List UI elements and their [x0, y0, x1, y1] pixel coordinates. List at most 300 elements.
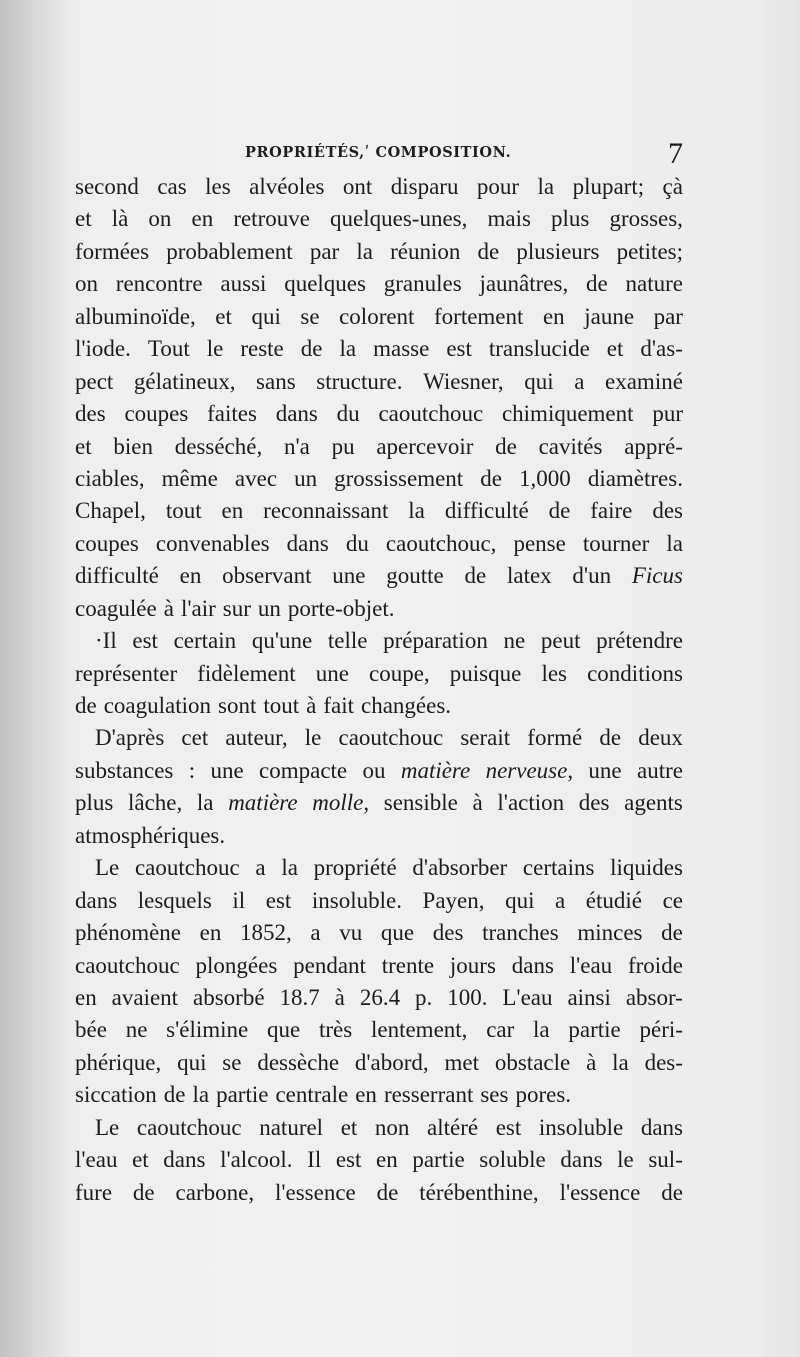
word: 1852,	[240, 920, 292, 946]
word: propriété	[313, 855, 397, 881]
word: ne	[503, 628, 526, 654]
word: goutte	[386, 563, 444, 589]
text-line	[75, 885, 683, 917]
word: caoutchouc	[134, 855, 240, 881]
word: coagulée	[75, 595, 157, 621]
word: cas	[157, 174, 187, 199]
word: latex	[506, 563, 552, 589]
word: obstacle	[494, 1049, 571, 1075]
word: les	[205, 174, 231, 199]
word: liquides	[610, 855, 683, 881]
word: :	[188, 757, 196, 783]
word: qui	[177, 1049, 207, 1075]
word: naturel	[259, 1114, 324, 1140]
word: des	[75, 401, 106, 427]
word: lesquels	[137, 887, 212, 913]
word: de	[495, 433, 517, 459]
word: nerveuse,	[485, 757, 574, 783]
text-line	[75, 820, 683, 852]
word: la	[356, 238, 373, 264]
page-number: 7	[668, 137, 683, 170]
word: fure	[75, 1179, 113, 1205]
word: et	[75, 433, 92, 459]
word: certains	[522, 855, 595, 881]
word: la	[537, 174, 555, 199]
word: p.	[415, 984, 433, 1010]
word: tout	[165, 498, 202, 524]
word: une	[210, 757, 244, 783]
word: une	[315, 660, 349, 686]
word: en	[199, 920, 222, 946]
word: agents	[624, 790, 683, 816]
word: telle	[327, 628, 368, 654]
word: ·Il	[95, 628, 117, 654]
word: là	[111, 206, 129, 232]
word: dessèche	[257, 1049, 340, 1075]
word: matière	[228, 790, 298, 816]
word: partie	[412, 1147, 465, 1173]
word: trente	[381, 952, 435, 978]
word: de	[585, 271, 608, 297]
word: qui	[524, 368, 554, 394]
word: il	[232, 887, 246, 913]
word: de	[300, 336, 323, 362]
word: l'eau	[569, 952, 613, 978]
word: aussi	[220, 271, 267, 297]
word: de	[661, 1179, 683, 1205]
word: la	[196, 790, 214, 816]
word: l'iode.	[75, 336, 131, 362]
word: péri-	[639, 1017, 683, 1043]
word: qui	[505, 887, 535, 913]
word: caoutchouc	[338, 725, 444, 751]
text-line	[75, 301, 683, 333]
word: en	[376, 1147, 398, 1173]
word: l'eau	[75, 1147, 118, 1173]
page-header	[75, 138, 685, 170]
text-line	[75, 495, 683, 527]
text-line	[75, 1079, 683, 1111]
word: çà	[662, 174, 683, 199]
word: et	[132, 1147, 149, 1173]
word: ont	[342, 174, 373, 199]
word: des	[578, 790, 610, 816]
word: jaunâtres,	[479, 271, 569, 297]
text-line	[75, 268, 683, 300]
word: disparu	[390, 174, 459, 199]
word: prétendre	[596, 628, 683, 654]
word: même	[161, 465, 218, 491]
word: minces	[577, 920, 643, 946]
word: carbone,	[175, 1179, 255, 1205]
word: 26.4	[359, 984, 401, 1010]
word: plus	[75, 790, 114, 816]
word: par	[653, 303, 683, 329]
word: la	[408, 498, 425, 524]
text-line	[75, 528, 683, 560]
word: partie	[568, 1017, 621, 1043]
word: autre	[636, 757, 683, 783]
text-line	[75, 787, 683, 819]
word: porte-objet.	[287, 595, 395, 621]
text-line	[75, 398, 683, 430]
word: L'eau	[502, 984, 553, 1010]
word: serait	[460, 725, 511, 751]
word: met	[444, 1049, 480, 1075]
word: que	[380, 920, 415, 946]
word: coupe,	[369, 660, 430, 686]
word: Ficus	[631, 563, 683, 589]
word: la	[192, 1082, 210, 1108]
word: atmosphériques.	[75, 822, 226, 848]
word: translucide	[488, 336, 590, 362]
word: examiné	[605, 368, 683, 394]
word: est	[446, 336, 472, 362]
word: ainsi	[567, 984, 611, 1010]
word: cet	[181, 725, 209, 751]
word: plus	[551, 206, 590, 232]
word: a	[555, 887, 566, 913]
word: quelques-unes,	[330, 206, 468, 232]
word: des-	[644, 1049, 683, 1075]
word: d'as-	[640, 336, 683, 362]
word: faire	[590, 498, 633, 524]
word: convenables	[155, 530, 270, 556]
word: compacte	[259, 757, 348, 783]
text-line	[75, 722, 683, 754]
text-line	[75, 431, 683, 463]
word: diamètres.	[587, 465, 683, 491]
word: absorbé	[193, 984, 265, 1010]
word: avaient	[111, 984, 179, 1010]
word: centrale	[275, 1082, 349, 1108]
word: de	[376, 1179, 399, 1205]
text-line	[75, 1144, 683, 1176]
word: reste	[240, 336, 284, 362]
word: jours	[449, 952, 496, 978]
word: appré-	[624, 433, 683, 459]
word: apercevoir	[376, 433, 474, 459]
word: à	[163, 595, 174, 621]
word: qui	[251, 303, 281, 329]
word: coupes	[124, 401, 189, 427]
binding-shadow	[0, 0, 70, 1357]
word: en	[542, 303, 565, 329]
word: ou	[362, 757, 386, 783]
text-line	[75, 1177, 683, 1209]
word: bien	[113, 433, 153, 459]
word: plusieurs	[516, 238, 600, 264]
text-line	[75, 950, 683, 982]
word: second	[75, 174, 139, 199]
word: matière	[400, 757, 471, 783]
word: Tout	[147, 336, 190, 362]
word: sont	[218, 693, 257, 718]
word: la	[533, 1017, 550, 1043]
word: l'alcool.	[220, 1147, 293, 1173]
word: grosses,	[609, 206, 683, 232]
word: Payen,	[422, 887, 485, 913]
word: 18.7	[279, 984, 320, 1010]
word: et	[340, 1114, 358, 1140]
word: masse	[373, 336, 430, 362]
text-line	[75, 463, 683, 495]
word: Le	[95, 1114, 120, 1140]
word: dans	[560, 1147, 603, 1173]
word: a	[310, 920, 321, 946]
word: tourner	[582, 530, 650, 556]
word: représenter	[75, 660, 178, 686]
word: dans	[275, 401, 318, 427]
word: en	[75, 984, 97, 1010]
word: pur	[652, 401, 683, 427]
word: certain	[173, 628, 237, 654]
word: fortement	[434, 303, 524, 329]
text-line	[75, 690, 683, 722]
word: et	[606, 336, 624, 362]
word: à	[472, 790, 483, 816]
word: changées.	[361, 693, 452, 718]
text-line	[75, 658, 683, 690]
word: conditions	[587, 660, 683, 686]
word: du	[336, 401, 360, 427]
word: formé	[527, 725, 583, 751]
word: quelques	[284, 271, 366, 297]
word: pu	[331, 433, 355, 459]
word: jaune	[584, 303, 635, 329]
word: la	[666, 530, 683, 556]
word: reconnaissant	[263, 498, 389, 524]
word: lentement,	[370, 1017, 468, 1043]
word: caoutchouc,	[385, 530, 497, 556]
word: la	[612, 1049, 629, 1075]
word: ciables,	[75, 465, 145, 491]
word: par	[309, 238, 340, 264]
word: en	[221, 498, 244, 524]
word: réunion	[390, 238, 461, 264]
word: le	[206, 336, 224, 362]
word: nature	[625, 271, 683, 297]
word: absor-	[625, 984, 683, 1010]
word: en	[179, 563, 202, 589]
word: puisque	[449, 660, 522, 686]
word: desséché,	[174, 433, 263, 459]
word: l'essence	[274, 1179, 356, 1205]
word: de	[132, 1179, 155, 1205]
word: se	[222, 1049, 242, 1075]
word: cavités	[538, 433, 603, 459]
word: a	[574, 368, 585, 394]
word: l'essence	[559, 1179, 641, 1205]
word: qu'une	[251, 628, 313, 654]
word: pour	[476, 174, 520, 199]
word: retrouve	[233, 206, 310, 232]
word: que	[267, 1017, 301, 1043]
word: dans	[511, 952, 554, 978]
word: fait	[323, 693, 355, 718]
word: non	[374, 1114, 410, 1140]
word: avec	[234, 465, 278, 491]
word: les	[541, 660, 567, 686]
word: une	[332, 563, 366, 589]
word: de	[163, 1082, 186, 1108]
word: pect	[75, 368, 114, 394]
word: des	[652, 498, 683, 524]
word: pores.	[515, 1082, 572, 1108]
word: insoluble.	[311, 887, 402, 913]
word: insoluble	[538, 1114, 624, 1140]
word: de	[480, 465, 502, 491]
word: peut	[540, 628, 581, 654]
word: s'élimine	[166, 1017, 249, 1043]
word: pense	[513, 530, 566, 556]
word: et	[75, 206, 92, 232]
word: une	[588, 757, 622, 783]
word: deux	[638, 725, 683, 751]
word: car	[486, 1017, 515, 1043]
word: fidèlement	[197, 660, 296, 686]
word: Il	[307, 1147, 322, 1173]
word: préparation	[383, 628, 488, 654]
word: térébenthine,	[419, 1179, 539, 1205]
word: dans	[75, 887, 118, 913]
word: petites;	[616, 238, 683, 264]
word: partie	[216, 1082, 269, 1108]
word: tranches	[482, 920, 559, 946]
word: des	[432, 920, 464, 946]
word: on	[148, 206, 172, 232]
word: difficulté	[444, 498, 529, 524]
word: structure.	[316, 368, 403, 394]
word: dans	[286, 530, 329, 556]
word: alvéoles	[249, 174, 325, 199]
word: l'action	[497, 790, 565, 816]
word: à	[306, 693, 317, 718]
word: 1,000	[519, 465, 571, 491]
word: à	[586, 1049, 597, 1075]
word: coupes	[75, 530, 139, 556]
word: dans	[640, 1114, 683, 1140]
word: le	[304, 725, 322, 751]
text-line	[75, 366, 683, 398]
word: de	[599, 725, 622, 751]
running-head: PROPRIÉTÉS,ʹ COMPOSITION.	[245, 144, 512, 161]
word: colorent	[339, 303, 415, 329]
word: d'un	[572, 563, 612, 589]
word: soluble	[479, 1147, 546, 1173]
word: d'abord,	[354, 1049, 429, 1075]
word: sans	[256, 368, 296, 394]
body-text	[75, 171, 683, 1209]
word: de	[661, 920, 683, 946]
word: sur	[222, 595, 251, 621]
word: substances	[75, 757, 174, 783]
text-line	[75, 203, 683, 235]
word: en	[355, 1082, 377, 1108]
word: 100.	[447, 984, 488, 1010]
word: froide	[627, 952, 683, 978]
word: du	[345, 530, 369, 556]
word: est	[335, 1147, 362, 1173]
word: un	[294, 465, 318, 491]
word: étudié	[585, 887, 642, 913]
word: caoutchouc	[378, 401, 484, 427]
word: bée	[75, 1017, 107, 1043]
word: l'air	[180, 595, 216, 621]
text-line	[75, 1014, 683, 1046]
word: est	[265, 887, 292, 913]
word: pendant	[293, 952, 366, 978]
word: de	[464, 563, 487, 589]
word: chimiquement	[501, 401, 634, 427]
word: le	[617, 1147, 634, 1173]
word: on	[75, 271, 98, 297]
word: difficulté	[75, 563, 159, 589]
word: lâche,	[128, 790, 183, 816]
word: très	[319, 1017, 353, 1043]
word: mais	[487, 206, 531, 232]
word: d'absorber	[412, 855, 508, 881]
word: se	[300, 303, 320, 329]
text-line	[75, 917, 683, 949]
word: rencontre	[115, 271, 203, 297]
word: faites	[207, 401, 257, 427]
word: de	[548, 498, 571, 524]
word: Le	[95, 855, 120, 881]
text-line	[75, 1047, 683, 1079]
word: dans	[163, 1147, 206, 1173]
text-line	[75, 852, 683, 884]
word: ce	[662, 887, 683, 913]
word: plongées	[195, 952, 278, 978]
word: vu	[339, 920, 363, 946]
word: à	[334, 984, 345, 1010]
word: phérique,	[75, 1049, 162, 1075]
text-line	[75, 236, 683, 268]
word: n'a	[283, 433, 310, 459]
word: phénomène	[75, 920, 182, 946]
text-line	[75, 333, 683, 365]
word: de	[75, 693, 97, 718]
word: gélatineux,	[133, 368, 236, 394]
word: la	[281, 855, 298, 881]
text-line	[75, 755, 683, 787]
word: grossissement	[334, 465, 464, 491]
word: D'après	[95, 725, 165, 751]
word: tout	[263, 693, 300, 718]
text-line	[75, 171, 683, 203]
text-line	[75, 1112, 683, 1144]
word: en	[191, 206, 214, 232]
word: la	[339, 336, 357, 362]
word: plupart;	[572, 174, 645, 199]
text-line	[75, 593, 683, 625]
word: sensible	[383, 790, 458, 816]
word: granules	[383, 271, 462, 297]
word: ses	[480, 1082, 509, 1108]
word: de	[477, 238, 500, 264]
word: ne	[125, 1017, 148, 1043]
word: un	[257, 595, 281, 621]
word: auteur,	[225, 725, 288, 751]
text-line	[75, 982, 683, 1014]
word: et	[215, 303, 232, 329]
word: caoutchouc	[75, 952, 180, 978]
word: a	[255, 855, 266, 881]
word: observant	[222, 563, 312, 589]
word: est	[495, 1114, 522, 1140]
word: est	[132, 628, 158, 654]
